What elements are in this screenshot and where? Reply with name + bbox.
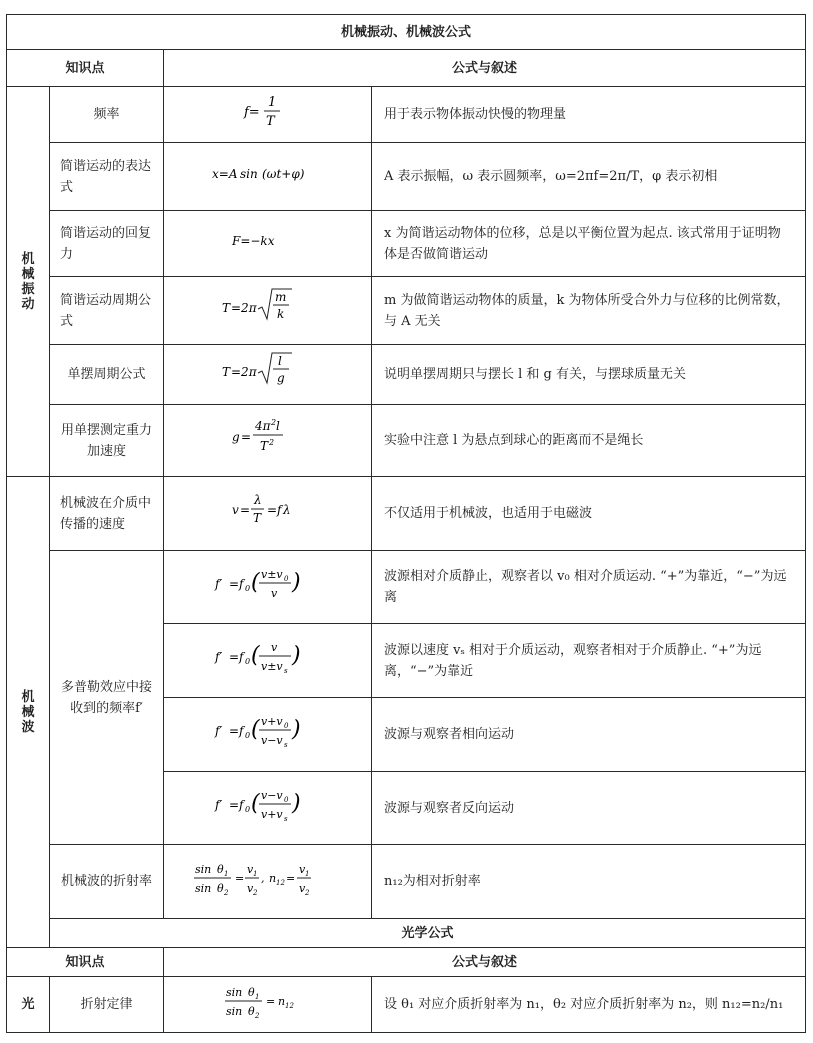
svg-text:=2π: =2π <box>230 301 257 315</box>
svg-text:4π: 4π <box>254 419 271 433</box>
svg-text:λ: λ <box>253 493 262 507</box>
svg-text:=2π: =2π <box>230 365 257 379</box>
svg-text:(: ( <box>250 790 260 816</box>
svg-text:=: = <box>266 503 277 517</box>
svg-text:=: = <box>228 797 239 812</box>
knowledge-point: 机械波在介质中传播的速度 <box>50 477 164 551</box>
svg-text:0: 0 <box>244 657 250 666</box>
svg-text:=: = <box>228 576 239 591</box>
svg-text:v: v <box>246 882 253 895</box>
svg-text:f′: f′ <box>214 724 222 738</box>
formula <box>164 87 372 143</box>
svg-text:T: T <box>221 365 230 379</box>
svg-text:1: 1 <box>252 870 257 878</box>
svg-text:f=: f= <box>243 105 260 120</box>
svg-text:s: s <box>283 814 288 823</box>
svg-text:sin: sin <box>225 986 242 999</box>
svg-text:,: , <box>260 872 264 885</box>
svg-text:n: n <box>277 995 285 1008</box>
knowledge-point: 折射定律 <box>50 977 164 1033</box>
svg-text:s: s <box>283 741 288 749</box>
svg-text:0: 0 <box>283 722 288 730</box>
svg-text:f: f <box>238 797 243 812</box>
svg-text:v−v: v−v <box>260 734 283 747</box>
svg-text:T: T <box>221 301 230 315</box>
formula <box>164 345 372 405</box>
svg-text:0: 0 <box>244 804 250 814</box>
description: 波源与观察者反向运动 <box>372 772 806 845</box>
svg-text:=: = <box>240 430 251 444</box>
svg-text:=: = <box>234 872 244 885</box>
svg-text:v: v <box>298 863 305 876</box>
table-row <box>7 845 806 919</box>
svg-text:1: 1 <box>267 95 276 110</box>
description: 实验中注意 l 为悬点到球心的距离而不是绳长 <box>372 405 806 477</box>
knowledge-point: 简谐运动的回复力 <box>50 211 164 277</box>
description: 波源与观察者相向运动 <box>372 698 806 772</box>
knowledge-point: 简谐运动周期公式 <box>50 277 164 345</box>
formula <box>164 551 372 624</box>
formula <box>164 477 372 551</box>
svg-text:2: 2 <box>254 1012 259 1020</box>
svg-text:g: g <box>276 371 285 385</box>
group-label-wave: 机械波 <box>7 477 50 948</box>
knowledge-point: 用单摆测定重力加速度 <box>50 405 164 477</box>
description: 设 θ₁ 对应介质折射率为 n₁，θ₂ 对应介质折射率为 n₂，则 n₁₂=n₂/n₁ <box>372 977 806 1033</box>
svg-text:0: 0 <box>283 795 288 804</box>
header-knowledge-point: 知识点 <box>7 50 164 87</box>
svg-text:v±v: v±v <box>260 660 283 673</box>
table-row <box>7 87 806 143</box>
knowledge-point: 简谐运动的表达式 <box>50 143 164 211</box>
formula <box>164 624 372 698</box>
formula <box>164 977 372 1033</box>
svg-text:f: f <box>238 724 243 738</box>
svg-text:2: 2 <box>304 889 309 897</box>
svg-text:λ: λ <box>282 503 291 517</box>
formula <box>164 845 372 919</box>
svg-text:f′: f′ <box>214 576 222 591</box>
svg-text:m: m <box>274 290 286 304</box>
svg-text:T: T <box>252 511 261 525</box>
header-row <box>7 50 806 87</box>
formula <box>164 211 372 277</box>
svg-text:=: = <box>285 872 295 885</box>
knowledge-point: 多普勒效应中接收到的频率f′ <box>50 551 164 845</box>
table-row <box>7 405 806 477</box>
header-formula: 公式与叙述 <box>164 948 806 977</box>
svg-text:F=−kx: F=−kx <box>231 234 274 248</box>
description <box>372 143 806 211</box>
formula-page <box>6 14 805 1033</box>
svg-text:sin: sin <box>194 863 211 876</box>
section-title-row <box>7 919 806 948</box>
svg-text:x=A: x=A <box>211 167 237 181</box>
svg-text:0: 0 <box>283 574 288 583</box>
svg-text:θ: θ <box>247 1005 255 1018</box>
svg-text:2: 2 <box>268 438 274 447</box>
svg-text:v+v: v+v <box>260 715 283 728</box>
knowledge-point: 频率 <box>50 87 164 143</box>
table-row <box>7 977 806 1033</box>
section-title-optics: 光学公式 <box>50 919 806 948</box>
table-row <box>7 345 806 405</box>
table-row <box>7 477 806 551</box>
group-label-vibration: 机械振动 <box>7 87 50 477</box>
svg-text:l: l <box>277 354 282 368</box>
svg-text:f′: f′ <box>214 797 222 812</box>
svg-text:): ) <box>291 643 301 668</box>
svg-text:θ: θ <box>216 882 224 895</box>
svg-text:1: 1 <box>254 993 259 1001</box>
description: m 为做简谐运动物体的质量，k 为物体所受合外力与位移的比例常数，与 A 无关 <box>372 277 806 345</box>
group-label-light: 光 <box>7 977 50 1033</box>
table-row <box>7 143 806 211</box>
description: 波源相对介质静止，观察者以 v₀ 相对介质运动. “+”为靠近，“−”为远离 <box>372 551 806 624</box>
formula <box>164 698 372 772</box>
svg-text:2: 2 <box>252 889 257 897</box>
svg-text:v: v <box>298 882 305 895</box>
svg-text:θ: θ <box>247 986 255 999</box>
svg-text:v: v <box>270 641 277 654</box>
table-row <box>7 277 806 345</box>
svg-text:sin: sin <box>225 1005 242 1018</box>
svg-text:): ) <box>291 569 301 595</box>
svg-text:0: 0 <box>244 583 250 593</box>
formula <box>164 772 372 845</box>
svg-text:l: l <box>275 419 280 433</box>
formula <box>164 277 372 345</box>
svg-text:): ) <box>291 717 301 742</box>
table-row <box>7 211 806 277</box>
description: 不仅适用于机械波，也适用于电磁波 <box>372 477 806 551</box>
svg-text:v: v <box>270 586 277 600</box>
section-title-row <box>7 15 806 50</box>
svg-text:=: = <box>239 503 250 517</box>
svg-text:k: k <box>276 307 284 321</box>
svg-text:): ) <box>291 790 301 816</box>
svg-text:1: 1 <box>223 870 228 878</box>
svg-text:sin: sin <box>239 167 258 181</box>
svg-text:(: ( <box>250 717 260 742</box>
svg-text:f: f <box>238 576 243 591</box>
formula-table <box>6 14 806 1033</box>
svg-text:=: = <box>228 650 239 664</box>
svg-text:2: 2 <box>270 418 276 427</box>
description: n₁₂为相对折射率 <box>372 845 806 919</box>
header-row <box>7 948 806 977</box>
svg-text:(: ( <box>250 643 260 668</box>
header-formula: 公式与叙述 <box>164 50 806 87</box>
svg-text:v: v <box>231 503 239 517</box>
svg-text:s: s <box>283 667 288 675</box>
formula <box>164 405 372 477</box>
table-row <box>7 551 806 624</box>
svg-text:12: 12 <box>275 879 285 887</box>
svg-text:12: 12 <box>284 1002 294 1010</box>
formula <box>164 143 372 211</box>
svg-text:1: 1 <box>304 870 309 878</box>
knowledge-point: 单摆周期公式 <box>50 345 164 405</box>
svg-text:v−v: v−v <box>260 788 283 802</box>
svg-text:T: T <box>259 439 268 453</box>
header-knowledge-point: 知识点 <box>7 948 164 977</box>
description-text: A 表示振幅，ω 表示圆频率，ω=2πf=2π/T，φ 表示初相 <box>384 169 718 184</box>
svg-text:2: 2 <box>223 889 228 897</box>
svg-text:=: = <box>228 724 239 738</box>
description: 说明单摆周期只与摆长 l 和 g 有关，与摆球质量无关 <box>372 345 806 405</box>
svg-text:n: n <box>268 872 276 885</box>
svg-text:f′: f′ <box>214 650 222 664</box>
svg-text:f: f <box>276 503 281 517</box>
svg-text:sin: sin <box>194 882 211 895</box>
section-title: 机械振动、机械波公式 <box>7 15 806 50</box>
svg-text:(ωt+φ): (ωt+φ) <box>261 167 304 181</box>
svg-text:=: = <box>265 995 275 1008</box>
svg-text:θ: θ <box>216 863 224 876</box>
svg-text:v±v: v±v <box>260 567 283 581</box>
svg-text:0: 0 <box>244 731 250 740</box>
svg-text:g: g <box>231 430 240 444</box>
description: 用于表示物体振动快慢的物理量 <box>372 87 806 143</box>
knowledge-point: 机械波的折射率 <box>50 845 164 919</box>
svg-text:v+v: v+v <box>260 807 283 821</box>
description: x 为简谐运动物体的位移，总是以平衡位置为起点. 该式常用于证明物体是否做简谐运动 <box>372 211 806 277</box>
svg-text:f: f <box>238 650 243 664</box>
svg-text:v: v <box>246 863 253 876</box>
description: 波源以速度 vₛ 相对于介质运动，观察者相对于介质静止. “+”为远离，“−”为靠近 <box>372 624 806 698</box>
svg-text:(: ( <box>250 569 260 595</box>
svg-text:T: T <box>265 114 275 129</box>
